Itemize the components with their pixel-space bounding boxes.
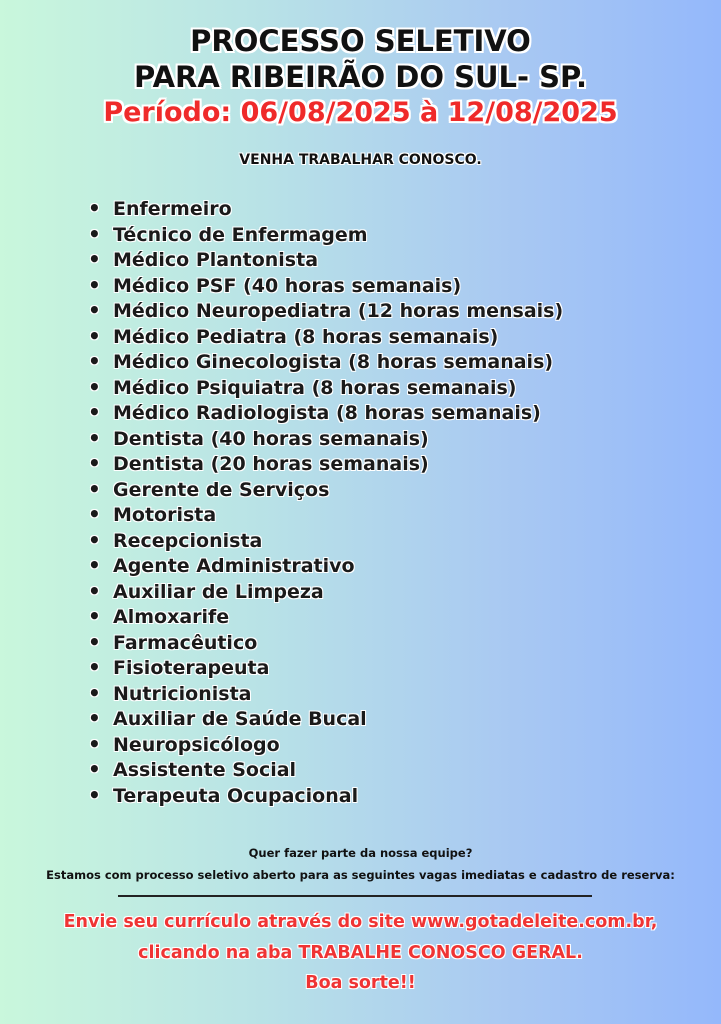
job-item: • Médico Radiologista (8 horas semanais): [88, 400, 563, 426]
job-item: • Neuropsicólogo: [88, 732, 563, 758]
job-item: • Motorista: [88, 502, 563, 528]
job-item: • Médico Pediatra (8 horas semanais): [88, 324, 563, 350]
job-item: • Enfermeiro: [88, 196, 563, 222]
title-line-2: PARA RIBEIRÃO DO SUL- SP.: [134, 60, 587, 94]
cta-line-3: Boa sorte!!: [305, 973, 416, 993]
cta-line-2: clicando na aba TRABALHE CONOSCO GERAL.: [138, 943, 583, 963]
job-item: • Auxiliar de Saúde Bucal: [88, 706, 563, 732]
job-item: • Auxiliar de Limpeza: [88, 579, 563, 605]
job-item: • Gerente de Serviços: [88, 477, 563, 503]
job-item: • Terapeuta Ocupacional: [88, 783, 563, 809]
job-item: • Dentista (40 horas semanais): [88, 426, 563, 452]
cta-line-1: Envie seu currículo através do site www.gotadeleite.com.br,: [63, 912, 658, 932]
job-item: • Almoxarife: [88, 604, 563, 630]
job-item: • Técnico de Enfermagem: [88, 222, 563, 248]
question-text: Quer fazer parte da nossa equipe?: [248, 846, 473, 860]
divider: [118, 895, 592, 897]
job-item: • Fisioterapeuta: [88, 655, 563, 681]
job-item: • Dentista (20 horas semanais): [88, 451, 563, 477]
job-item: • Nutricionista: [88, 681, 563, 707]
job-item: • Médico Plantonista: [88, 247, 563, 273]
job-item: • Médico Neuropediatra (12 horas mensais): [88, 298, 563, 324]
job-item: • Agente Administrativo: [88, 553, 563, 579]
statement-text: Estamos com processo seletivo aberto para as seguintes vagas imediatas e cadastro de reserva:: [46, 868, 675, 882]
invite-text: VENHA TRABALHAR CONOSCO.: [239, 152, 482, 168]
period-text: Período: 06/08/2025 à 12/08/2025: [103, 97, 618, 128]
job-item: • Recepcionista: [88, 528, 563, 554]
job-item: • Assistente Social: [88, 757, 563, 783]
job-item: • Médico PSF (40 horas semanais): [88, 273, 563, 299]
job-item: • Farmacêutico: [88, 630, 563, 656]
title-line-1: PROCESSO SELETIVO: [190, 24, 531, 58]
job-list: [88, 196, 563, 808]
job-item: • Médico Ginecologista (8 horas semanais): [88, 349, 563, 375]
job-item: • Médico Psiquiatra (8 horas semanais): [88, 375, 563, 401]
